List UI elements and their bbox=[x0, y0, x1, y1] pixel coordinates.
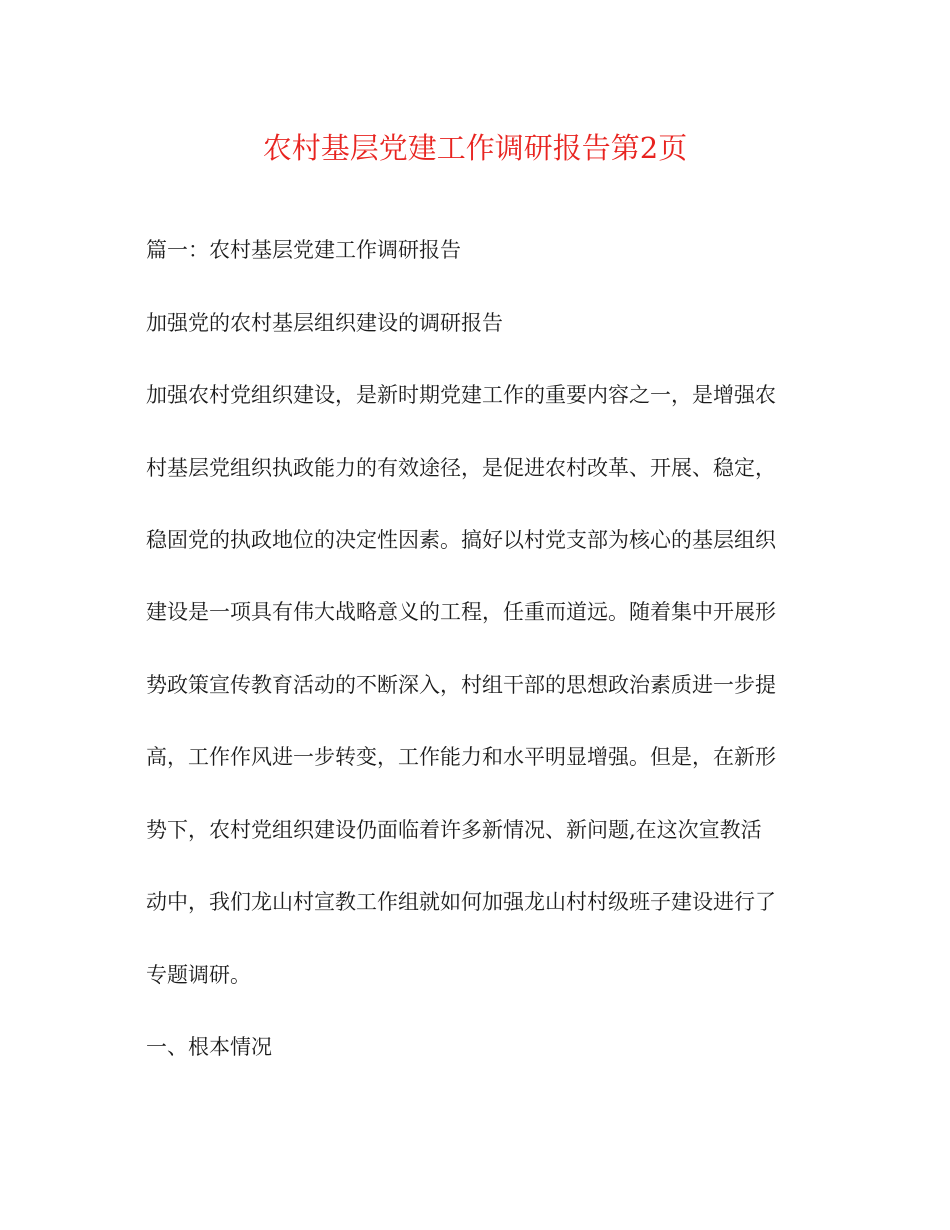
body-text-line: 建设是一项具有伟大战略意义的工程，任重而道远。随着集中开展形 bbox=[146, 600, 776, 624]
body-text-line: 加强农村党组织建设，是新时期党建工作的重要内容之一，是增强农 bbox=[146, 383, 776, 407]
report-subtitle: 加强党的农村基层组织建设的调研报告 bbox=[146, 311, 503, 335]
body-text-line: 势下，农村党组织建设仍面临着许多新情况、新问题,在这次宣教活 bbox=[146, 818, 762, 842]
body-text-line: 势政策宣传教育活动的不断深入，村组干部的思想政治素质进一步提 bbox=[146, 673, 776, 697]
document-title: 农村基层党建工作调研报告第2页 bbox=[262, 131, 688, 165]
body-text-line: 稳固党的执政地位的决定性因素。搞好以村党支部为核心的基层组织 bbox=[146, 528, 776, 552]
body-text-line: 村基层党组织执政能力的有效途径，是促进农村改革、开展、稳定， bbox=[146, 456, 776, 480]
section-heading-basic-situation: 一、根本情况 bbox=[146, 1035, 272, 1059]
section-heading-part-one: 篇一：农村基层党建工作调研报告 bbox=[146, 238, 461, 262]
body-text-line: 高，工作作风进一步转变，工作能力和水平明显增强。但是，在新形 bbox=[146, 745, 776, 769]
body-text-line: 动中，我们龙山村宣教工作组就如何加强龙山村村级班子建设进行了 bbox=[146, 890, 776, 914]
body-text-line: 专题调研。 bbox=[146, 963, 251, 987]
